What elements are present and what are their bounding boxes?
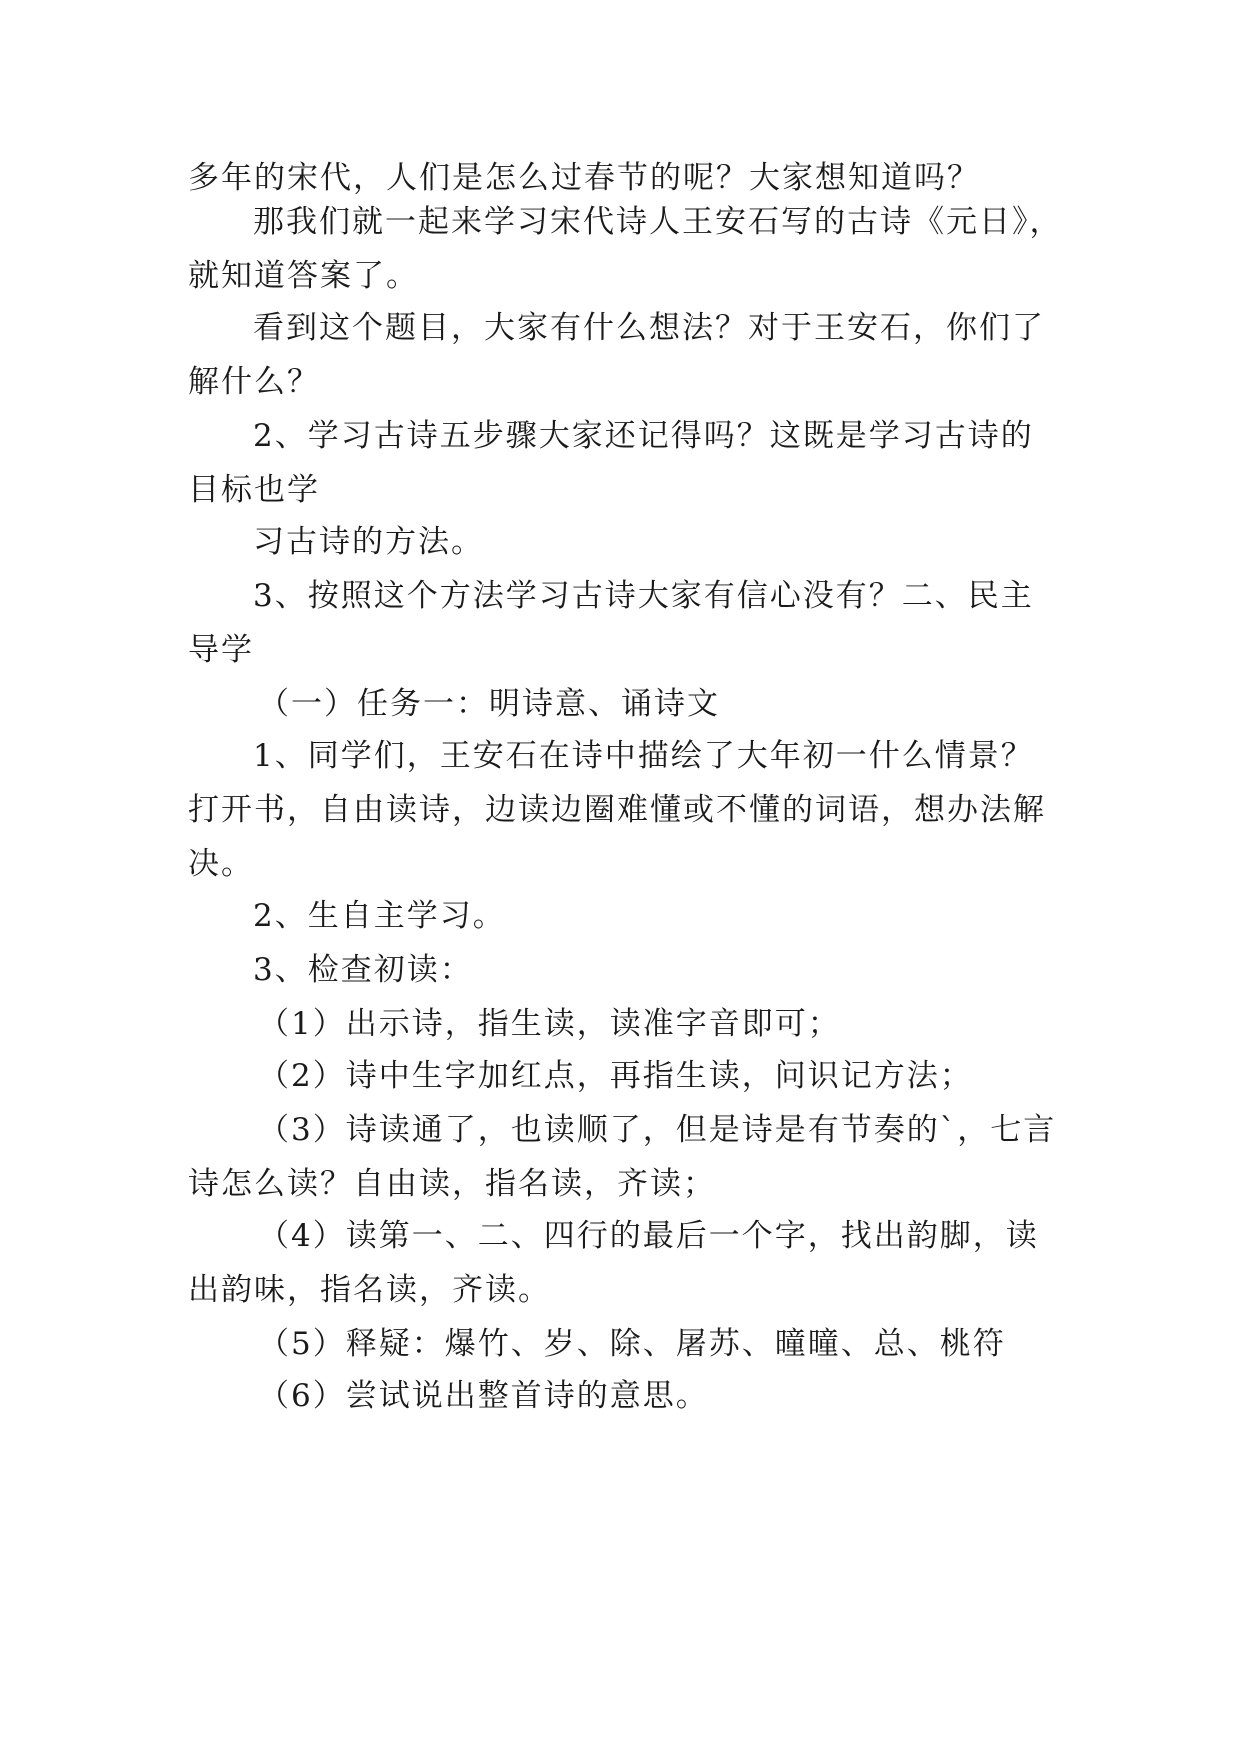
text-line: 导学 [188,632,254,668]
text-line: 3、按照这个方法学习古诗大家有信心没有？二、民主 [253,578,1034,614]
text-line: （5）释疑：爆竹、岁、除、屠苏、曈曈、总、桃符 [258,1326,1006,1362]
text-line: 出韵味，指名读，齐读。 [188,1272,551,1308]
text-line: 决。 [188,846,254,882]
text-line: 就知道答案了。 [188,258,419,294]
text-line: （1）出示诗，指生读，读准字音即可； [258,1006,841,1042]
text-line: 3、检查初读： [253,952,473,988]
text-line: （2）诗中生字加红点，再指生读，问识记方法； [258,1058,973,1094]
text-line: 2、学习古诗五步骤大家还记得吗？这既是学习古诗的 [253,418,1034,454]
text-line: 目标也学 [188,472,320,508]
text-line: 多年的宋代，人们是怎么过春节的呢？大家想知道吗？ [188,160,980,196]
text-line: （3）诗读通了，也读顺了，但是诗是有节奏的`，七言 [258,1112,1057,1148]
text-line: 2、生自主学习。 [253,898,506,934]
text-line: （4）读第一、二、四行的最后一个字，找出韵脚，读 [258,1218,1039,1254]
text-line: 那我们就一起来学习宋代诗人王安石写的古诗《元日》， [253,204,1063,240]
text-line: 看到这个题目，大家有什么想法？对于王安石，你们了 [253,310,1045,346]
text-line: 打开书，自由读诗，边读边圈难懂或不懂的词语，想办法解 [188,792,1046,828]
text-line: 习古诗的方法。 [253,524,484,560]
text-line: 诗怎么读？自由读，指名读，齐读； [188,1166,716,1202]
text-line: 解什么？ [188,364,320,400]
text-line: （6）尝试说出整首诗的意思。 [258,1378,709,1414]
text-line: 1、同学们，王安石在诗中描绘了大年初一什么情景？ [253,738,1034,774]
section-heading: （一）任务一：明诗意、诵诗文 [258,686,720,722]
